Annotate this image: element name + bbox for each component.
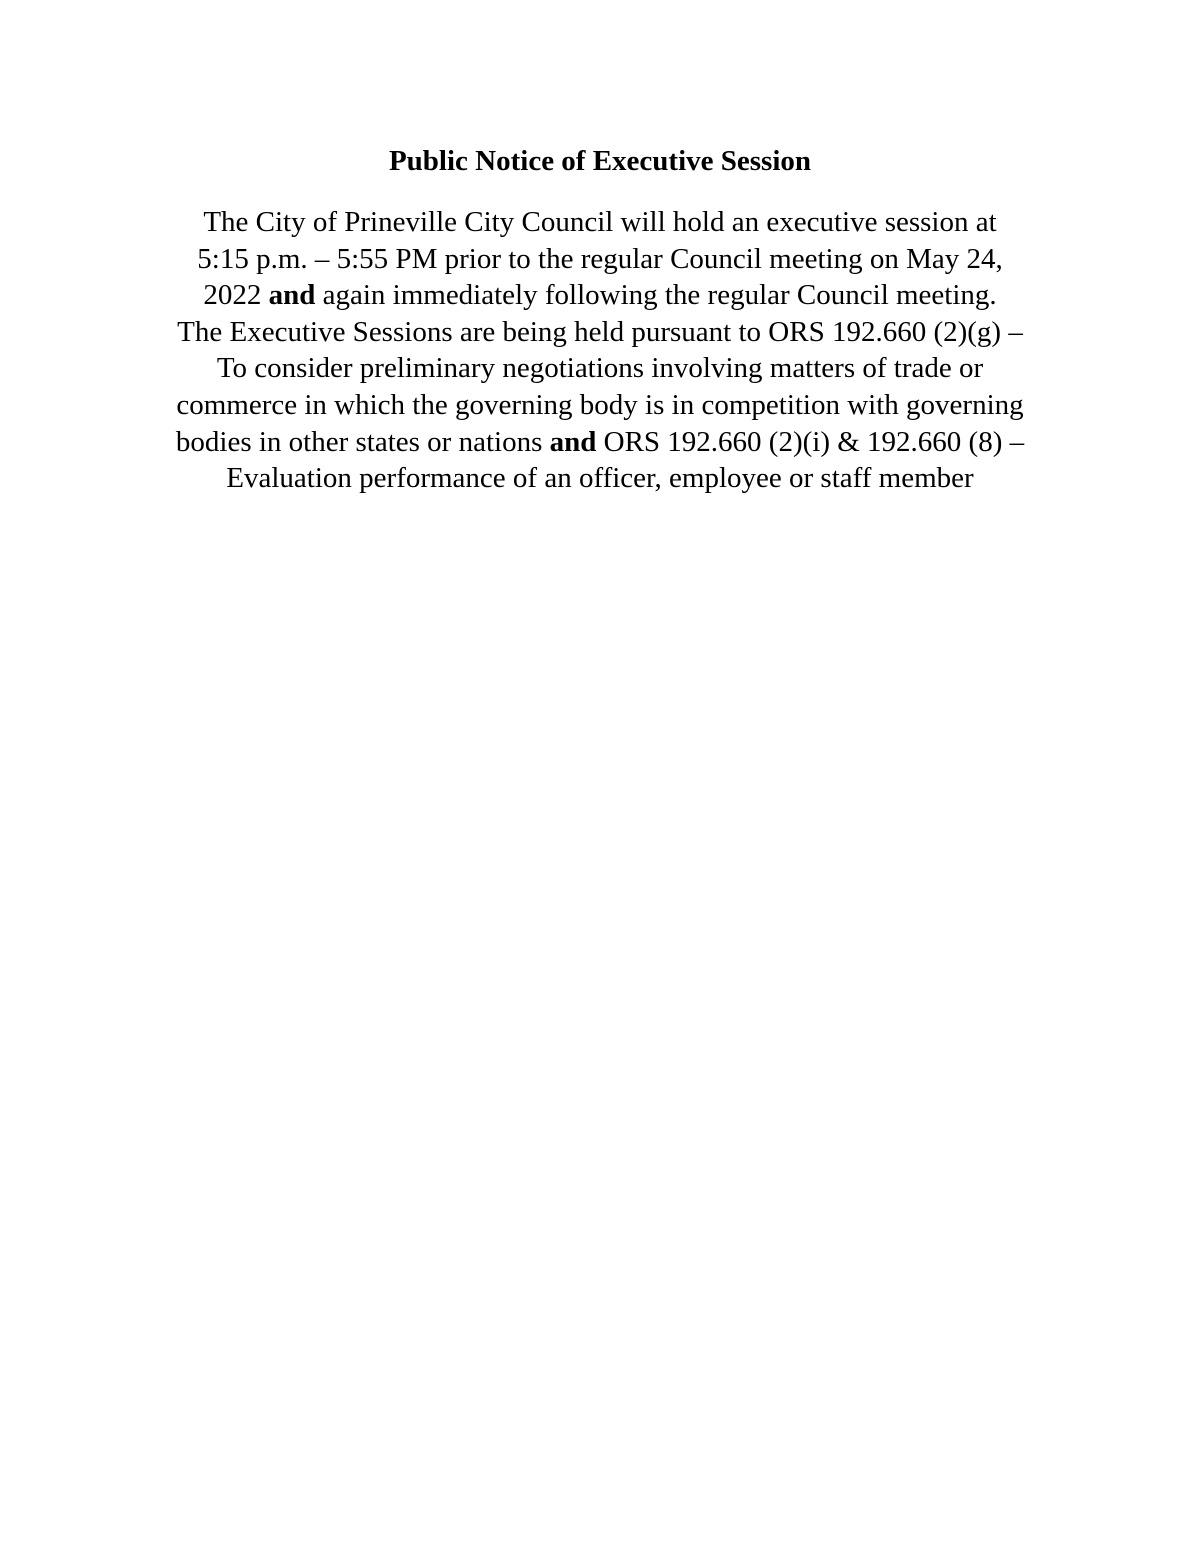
body-line-5: To consider preliminary negotiations involving matters of trade or [216, 352, 984, 385]
notice-body [100, 204, 1100, 497]
body-line-2: 5:15 p.m. – 5:55 PM prior to the regular Council meeting on May 24, [197, 242, 1003, 275]
body-line-7: bodies in other states or nations and ORS 192.660 (2)(i) & 192.660 (8) – [175, 425, 1025, 458]
body-line-4: The Executive Sessions are being held pursuant to ORS 192.660 (2)(g) – [177, 315, 1023, 348]
body-line-1: The City of Prineville City Council will hold an executive session at [203, 206, 997, 238]
body-line-6: commerce in which the governing body is in competition with governing [176, 388, 1024, 421]
notice-title: Public Notice of Executive Session [388, 145, 812, 177]
body-line-8: Evaluation performance of an officer, employee or staff member [226, 462, 974, 495]
body-line-3: 2022 and again immediately following the regular Council meeting. [203, 279, 997, 312]
emphasis-and: and [268, 279, 316, 312]
emphasis-and: and [549, 425, 597, 458]
